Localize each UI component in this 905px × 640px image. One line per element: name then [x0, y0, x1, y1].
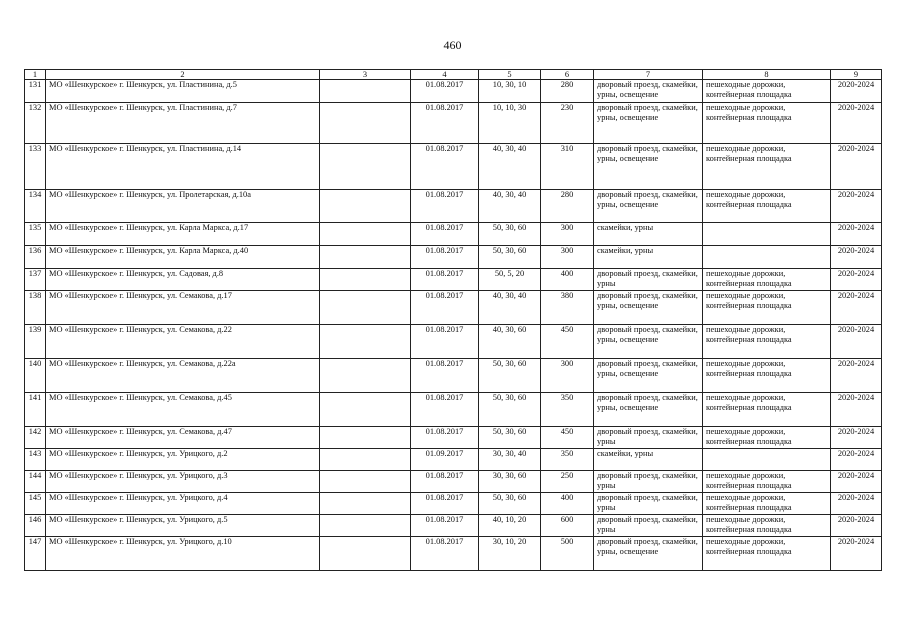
empty-cell	[320, 515, 411, 537]
period-cell: 2020-2024	[831, 493, 882, 515]
header-cell: 9	[831, 70, 882, 80]
address-cell: МО «Шенкурское» г. Шенкурск, ул. Пластинина, д.14	[46, 144, 320, 190]
values-cell: 10, 10, 30	[479, 103, 541, 144]
values-cell: 50, 5, 20	[479, 269, 541, 291]
table-row	[25, 325, 882, 359]
address-cell: МО «Шенкурское» г. Шенкурск, ул. Карла Маркса, д.40	[46, 246, 320, 269]
table-row	[25, 449, 882, 471]
header-cell: 1	[25, 70, 46, 80]
header-row	[25, 70, 882, 80]
table-row	[25, 493, 882, 515]
address-cell: МО «Шенкурское» г. Шенкурск, ул. Пластинина, д.7	[46, 103, 320, 144]
table-row	[25, 427, 882, 449]
date-cell: 01.08.2017	[411, 359, 479, 393]
period-cell: 2020-2024	[831, 359, 882, 393]
values-cell: 50, 30, 60	[479, 393, 541, 427]
works-cell: дворовый проезд, скамейки, урны	[594, 515, 703, 537]
period-cell: 2020-2024	[831, 449, 882, 471]
row-number: 141	[25, 393, 46, 427]
row-number: 142	[25, 427, 46, 449]
amount-cell: 450	[541, 325, 594, 359]
works-cell: дворовый проезд, скамейки, урны, освещение	[594, 325, 703, 359]
works-cell: дворовый проезд, скамейки, урны, освещение	[594, 393, 703, 427]
amount-cell: 600	[541, 515, 594, 537]
empty-cell	[320, 269, 411, 291]
extra-works-cell: пешеходные дорожки, контейнерная площадка	[703, 291, 831, 325]
period-cell: 2020-2024	[831, 246, 882, 269]
date-cell: 01.09.2017	[411, 449, 479, 471]
row-number: 143	[25, 449, 46, 471]
amount-cell: 350	[541, 393, 594, 427]
row-number: 137	[25, 269, 46, 291]
row-number: 145	[25, 493, 46, 515]
extra-works-cell	[703, 223, 831, 246]
empty-cell	[320, 393, 411, 427]
extra-works-cell: пешеходные дорожки, контейнерная площадка	[703, 471, 831, 493]
table-row	[25, 515, 882, 537]
empty-cell	[320, 493, 411, 515]
works-cell: дворовый проезд, скамейки, урны	[594, 269, 703, 291]
row-number: 133	[25, 144, 46, 190]
extra-works-cell: пешеходные дорожки, контейнерная площадка	[703, 493, 831, 515]
period-cell: 2020-2024	[831, 515, 882, 537]
period-cell: 2020-2024	[831, 269, 882, 291]
empty-cell	[320, 449, 411, 471]
extra-works-cell: пешеходные дорожки, контейнерная площадка	[703, 393, 831, 427]
date-cell: 01.08.2017	[411, 471, 479, 493]
values-cell: 40, 30, 40	[479, 144, 541, 190]
works-cell: дворовый проезд, скамейки, урны	[594, 493, 703, 515]
extra-works-cell: пешеходные дорожки, контейнерная площадка	[703, 103, 831, 144]
works-cell: дворовый проезд, скамейки, урны, освещение	[594, 80, 703, 103]
amount-cell: 250	[541, 471, 594, 493]
values-cell: 50, 30, 60	[479, 359, 541, 393]
date-cell: 01.08.2017	[411, 291, 479, 325]
amount-cell: 400	[541, 493, 594, 515]
date-cell: 01.08.2017	[411, 515, 479, 537]
address-cell: МО «Шенкурское» г. Шенкурск, ул. Пролетарская, д.10а	[46, 190, 320, 223]
period-cell: 2020-2024	[831, 291, 882, 325]
empty-cell	[320, 471, 411, 493]
table-row	[25, 80, 882, 103]
empty-cell	[320, 537, 411, 571]
period-cell: 2020-2024	[831, 537, 882, 571]
table-row	[25, 103, 882, 144]
empty-cell	[320, 291, 411, 325]
empty-cell	[320, 223, 411, 246]
date-cell: 01.08.2017	[411, 393, 479, 427]
values-cell: 40, 30, 40	[479, 291, 541, 325]
period-cell: 2020-2024	[831, 471, 882, 493]
works-cell: дворовый проезд, скамейки, урны, освещение	[594, 144, 703, 190]
header-cell: 2	[46, 70, 320, 80]
date-cell: 01.08.2017	[411, 103, 479, 144]
empty-cell	[320, 80, 411, 103]
table-row	[25, 144, 882, 190]
row-number: 147	[25, 537, 46, 571]
address-cell: МО «Шенкурское» г. Шенкурск, ул. Урицкого, д.5	[46, 515, 320, 537]
table-row	[25, 246, 882, 269]
period-cell: 2020-2024	[831, 393, 882, 427]
values-cell: 10, 30, 10	[479, 80, 541, 103]
table-body	[25, 80, 882, 571]
values-cell: 40, 10, 20	[479, 515, 541, 537]
period-cell: 2020-2024	[831, 223, 882, 246]
amount-cell: 310	[541, 144, 594, 190]
works-cell: скамейки, урны	[594, 223, 703, 246]
period-cell: 2020-2024	[831, 190, 882, 223]
period-cell: 2020-2024	[831, 427, 882, 449]
table-row	[25, 537, 882, 571]
date-cell: 01.08.2017	[411, 190, 479, 223]
works-cell: дворовый проезд, скамейки, урны, освещение	[594, 190, 703, 223]
table-row	[25, 291, 882, 325]
address-cell: МО «Шенкурское» г. Шенкурск, ул. Урицкого, д.3	[46, 471, 320, 493]
header-cell: 7	[594, 70, 703, 80]
extra-works-cell	[703, 246, 831, 269]
row-number: 140	[25, 359, 46, 393]
date-cell: 01.08.2017	[411, 493, 479, 515]
page-number: 460	[443, 38, 462, 52]
values-cell: 30, 30, 40	[479, 449, 541, 471]
values-cell: 50, 30, 60	[479, 427, 541, 449]
amount-cell: 300	[541, 223, 594, 246]
row-number: 131	[25, 80, 46, 103]
row-number: 144	[25, 471, 46, 493]
header-cell: 5	[479, 70, 541, 80]
address-cell: МО «Шенкурское» г. Шенкурск, ул. Урицкого, д.4	[46, 493, 320, 515]
amount-cell: 300	[541, 359, 594, 393]
values-cell: 50, 30, 60	[479, 493, 541, 515]
date-cell: 01.08.2017	[411, 537, 479, 571]
date-cell: 01.08.2017	[411, 144, 479, 190]
values-cell: 40, 30, 40	[479, 190, 541, 223]
header-cell: 6	[541, 70, 594, 80]
date-cell: 01.08.2017	[411, 80, 479, 103]
amount-cell: 300	[541, 246, 594, 269]
header-cell: 3	[320, 70, 411, 80]
extra-works-cell: пешеходные дорожки, контейнерная площадка	[703, 80, 831, 103]
address-cell: МО «Шенкурское» г. Шенкурск, ул. Семакова, д.17	[46, 291, 320, 325]
amount-cell: 230	[541, 103, 594, 144]
amount-cell: 380	[541, 291, 594, 325]
period-cell: 2020-2024	[831, 325, 882, 359]
empty-cell	[320, 103, 411, 144]
table-row	[25, 359, 882, 393]
works-cell: скамейки, урны	[594, 449, 703, 471]
row-number: 135	[25, 223, 46, 246]
works-cell: дворовый проезд, скамейки, урны, освещение	[594, 359, 703, 393]
period-cell: 2020-2024	[831, 144, 882, 190]
registry-table	[24, 69, 882, 571]
address-cell: МО «Шенкурское» г. Шенкурск, ул. Карла Маркса, д.17	[46, 223, 320, 246]
date-cell: 01.08.2017	[411, 427, 479, 449]
works-cell: дворовый проезд, скамейки, урны, освещение	[594, 537, 703, 571]
extra-works-cell: пешеходные дорожки, контейнерная площадка	[703, 359, 831, 393]
header-cell: 8	[703, 70, 831, 80]
date-cell: 01.08.2017	[411, 246, 479, 269]
empty-cell	[320, 359, 411, 393]
address-cell: МО «Шенкурское» г. Шенкурск, ул. Семакова, д.45	[46, 393, 320, 427]
extra-works-cell	[703, 449, 831, 471]
works-cell: дворовый проезд, скамейки, урны	[594, 471, 703, 493]
period-cell: 2020-2024	[831, 103, 882, 144]
values-cell: 30, 30, 60	[479, 471, 541, 493]
empty-cell	[320, 246, 411, 269]
row-number: 146	[25, 515, 46, 537]
address-cell: МО «Шенкурское» г. Шенкурск, ул. Семакова, д.47	[46, 427, 320, 449]
address-cell: МО «Шенкурское» г. Шенкурск, ул. Садовая, д.8	[46, 269, 320, 291]
row-number: 136	[25, 246, 46, 269]
amount-cell: 450	[541, 427, 594, 449]
extra-works-cell: пешеходные дорожки, контейнерная площадка	[703, 190, 831, 223]
table-row	[25, 393, 882, 427]
table-row	[25, 471, 882, 493]
address-cell: МО «Шенкурское» г. Шенкурск, ул. Урицкого, д.2	[46, 449, 320, 471]
amount-cell: 280	[541, 80, 594, 103]
amount-cell: 400	[541, 269, 594, 291]
date-cell: 01.08.2017	[411, 325, 479, 359]
amount-cell: 280	[541, 190, 594, 223]
amount-cell: 350	[541, 449, 594, 471]
extra-works-cell: пешеходные дорожки, контейнерная площадка	[703, 427, 831, 449]
extra-works-cell: пешеходные дорожки, контейнерная площадка	[703, 537, 831, 571]
empty-cell	[320, 144, 411, 190]
address-cell: МО «Шенкурское» г. Шенкурск, ул. Семакова, д.22	[46, 325, 320, 359]
works-cell: дворовый проезд, скамейки, урны	[594, 427, 703, 449]
date-cell: 01.08.2017	[411, 223, 479, 246]
table-row	[25, 190, 882, 223]
empty-cell	[320, 190, 411, 223]
works-cell: дворовый проезд, скамейки, урны, освещение	[594, 291, 703, 325]
values-cell: 50, 30, 60	[479, 223, 541, 246]
works-cell: дворовый проезд, скамейки, урны, освещение	[594, 103, 703, 144]
header-cell: 4	[411, 70, 479, 80]
period-cell: 2020-2024	[831, 80, 882, 103]
address-cell: МО «Шенкурское» г. Шенкурск, ул. Пластинина, д.5	[46, 80, 320, 103]
row-number: 139	[25, 325, 46, 359]
row-number: 134	[25, 190, 46, 223]
address-cell: МО «Шенкурское» г. Шенкурск, ул. Урицкого, д.10	[46, 537, 320, 571]
row-number: 132	[25, 103, 46, 144]
values-cell: 40, 30, 60	[479, 325, 541, 359]
works-cell: скамейки, урны	[594, 246, 703, 269]
empty-cell	[320, 427, 411, 449]
date-cell: 01.08.2017	[411, 269, 479, 291]
row-number: 138	[25, 291, 46, 325]
amount-cell: 500	[541, 537, 594, 571]
table-row	[25, 269, 882, 291]
address-cell: МО «Шенкурское» г. Шенкурск, ул. Семакова, д.22а	[46, 359, 320, 393]
extra-works-cell: пешеходные дорожки, контейнерная площадка	[703, 144, 831, 190]
empty-cell	[320, 325, 411, 359]
extra-works-cell: пешеходные дорожки, контейнерная площадка	[703, 269, 831, 291]
values-cell: 30, 10, 20	[479, 537, 541, 571]
values-cell: 50, 30, 60	[479, 246, 541, 269]
table-row	[25, 223, 882, 246]
extra-works-cell: пешеходные дорожки, контейнерная площадка	[703, 515, 831, 537]
extra-works-cell: пешеходные дорожки, контейнерная площадка	[703, 325, 831, 359]
